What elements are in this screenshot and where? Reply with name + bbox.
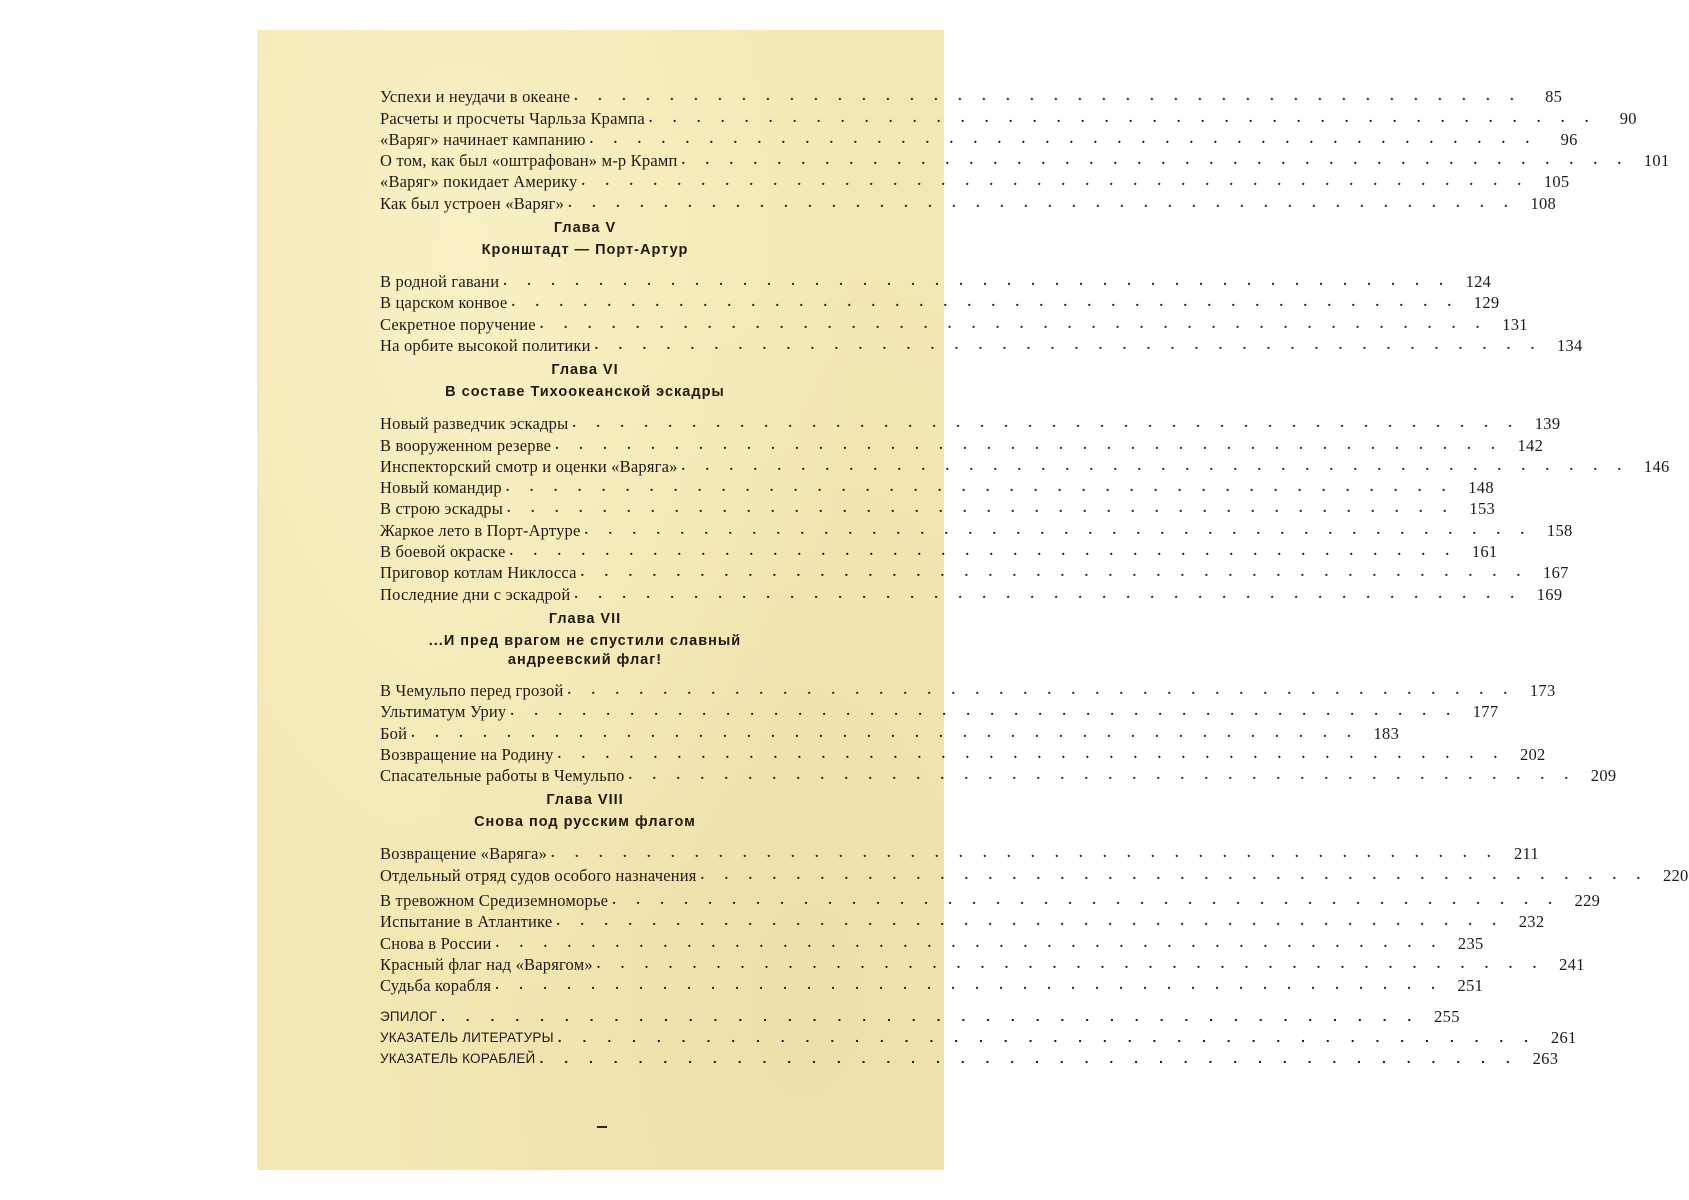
chapter-title bbox=[380, 632, 790, 670]
dot-leader: . . . . . . . . . . . . . . . . . . . . . . . . . . . . . . . . . . . . . . . . bbox=[510, 704, 1459, 720]
dot-leader: . . . . . . . . . . . . . . . . . . . . . . . . . . . . . . . . . . . . . . . . bbox=[596, 956, 1545, 972]
dot-leader: . . . . . . . . . . . . . . . . . . . . . . . . . . . . . . . . . . . . . . . . bbox=[700, 867, 1649, 883]
dot-leader: . . . . . . . . . . . . . . . . . . . . . . . . . . . . . . . . . . . . . . . . bbox=[574, 586, 1523, 602]
toc-entry bbox=[380, 128, 1578, 149]
toc-entry bbox=[380, 582, 1563, 604]
entry-page-number: 261 bbox=[1550, 1027, 1577, 1047]
dot-leader: . . . . . . . . . . . . . . . . . . . . . . . . . . . . . . . . . . . . . . . . bbox=[580, 565, 1529, 581]
dot-leader: . . . . . . . . . . . . . . . . . . . . . . . . . . . . . . . . . . . . . . . . bbox=[594, 337, 1543, 353]
entry-page-number: 235 bbox=[1457, 933, 1484, 953]
entry-page-number: 220 bbox=[1662, 865, 1689, 885]
entry-page-number: 241 bbox=[1559, 954, 1585, 974]
dot-leader: . . . . . . . . . . . . . . . . . . . . . . . . . . . . . . . . . . . . . . . . bbox=[440, 1007, 1420, 1024]
entry-page-number: 108 bbox=[1530, 193, 1557, 213]
dot-leader: . . . . . . . . . . . . . . . . . . . . . . . . . . . . . . . . . . . . . . . . bbox=[648, 110, 1597, 126]
entry-page-number: 96 bbox=[1560, 129, 1578, 149]
dot-leader: . . . . . . . . . . . . . . . . . . . . . . . . . . . . . . . . . . . . . . . . bbox=[589, 131, 1538, 147]
entry-title: В строю эскадры bbox=[380, 499, 504, 519]
toc-entry bbox=[380, 270, 1492, 292]
print-mark bbox=[597, 1126, 607, 1128]
entry-title: «Варяг» покидает Америку bbox=[380, 172, 578, 192]
toc-entry bbox=[380, 931, 1484, 953]
entry-title: Инспекторский смотр и оценки «Варяга» bbox=[380, 456, 678, 476]
entry-page-number: 167 bbox=[1543, 563, 1569, 583]
back-matter bbox=[380, 1004, 1577, 1069]
entry-title: Испытание в Атлантике bbox=[380, 912, 553, 932]
toc-entry bbox=[380, 764, 1617, 786]
entry-title: Жаркое лето в Порт-Артуре bbox=[380, 520, 581, 540]
entry-title: Снова в России bbox=[380, 933, 492, 953]
entry-page-number: 105 bbox=[1543, 172, 1570, 192]
entry-title: Секретное поручение bbox=[380, 314, 536, 334]
chapter-label: Глава VII bbox=[548, 610, 622, 627]
dot-leader: . . . . . . . . . . . . . . . . . . . . . . . . . . . . . . . . . . . . . . . . bbox=[511, 295, 1460, 311]
entry-page-number: 251 bbox=[1457, 976, 1484, 996]
entry-title: Успехи и неудачи в океане bbox=[380, 87, 571, 107]
entry-page-number: 134 bbox=[1556, 335, 1583, 355]
entry-page-number: 146 bbox=[1643, 456, 1670, 476]
chapter-title-line-2: андреевский флаг! bbox=[507, 651, 663, 668]
entry-page-number: 202 bbox=[1519, 744, 1546, 764]
toc-entry bbox=[380, 561, 1569, 583]
entry-title: Новый командир bbox=[380, 478, 502, 498]
entry-page-number: 129 bbox=[1473, 293, 1500, 313]
entry-title: В родной гавани bbox=[380, 272, 500, 292]
entry-title: Новый разведчик эскадры bbox=[380, 414, 569, 434]
dot-leader: . . . . . . . . . . . . . . . . . . . . . . . . . . . . . . . . . . . . . . . . bbox=[584, 522, 1533, 538]
entry-title: В Чемульпо перед грозой bbox=[380, 680, 564, 700]
entry-page-number: 153 bbox=[1469, 499, 1496, 519]
toc-entry bbox=[380, 953, 1585, 974]
toc-entry bbox=[380, 679, 1556, 700]
toc-entry bbox=[380, 334, 1583, 355]
entry-title: Спасательные работы в Чемульпо bbox=[380, 766, 625, 786]
dot-leader: . . . . . . . . . . . . . . . . . . . . . . . . . . . . . . . . . . . . . . . . bbox=[539, 316, 1488, 332]
toc-entry bbox=[380, 518, 1573, 540]
entry-title: Судьба корабля bbox=[380, 976, 492, 996]
entry-page-number: 173 bbox=[1529, 680, 1556, 700]
section-iv-tail bbox=[380, 85, 1670, 213]
toc-entry bbox=[380, 149, 1670, 171]
entry-page-number: 211 bbox=[1514, 844, 1540, 864]
dot-leader: . . . . . . . . . . . . . . . . . . . . . . . . . . . . . . . . . . . . . . . . bbox=[681, 458, 1630, 474]
entry-page-number: 142 bbox=[1517, 435, 1544, 455]
chapter-label: Глава VIII bbox=[546, 792, 624, 809]
chapter-title: В составе Тихоокеанской эскадры bbox=[445, 383, 725, 400]
dot-leader: . . . . . . . . . . . . . . . . . . . . . . . . . . . . . . . . . . . . . . . . bbox=[567, 682, 1516, 698]
toc-entry bbox=[380, 312, 1528, 334]
entry-title: В вооруженном резерве bbox=[380, 435, 552, 455]
dot-leader: . . . . . . . . . . . . . . . . . . . . . . . . . . . . . . . . . . . . . . . . bbox=[581, 174, 1530, 190]
toc-entry bbox=[380, 497, 1496, 519]
entry-page-number: 148 bbox=[1468, 478, 1494, 498]
dot-leader: . . . . . . . . . . . . . . . . . . . . . . . . . . . . . . . . . . . . . . . . bbox=[612, 893, 1561, 909]
chapter-label: Глава V bbox=[553, 219, 617, 236]
toc-entry bbox=[380, 1047, 1559, 1069]
dot-leader: . . . . . . . . . . . . . . . . . . . . . . . . . . . . . . . . . . . . . . . . bbox=[572, 416, 1521, 432]
entry-page-number: 177 bbox=[1472, 702, 1499, 722]
toc-entry bbox=[380, 412, 1561, 434]
entry-title: О том, как был «оштрафован» м-р Крамп bbox=[380, 151, 678, 171]
dot-leader: . . . . . . . . . . . . . . . . . . . . . . . . . . . . . . . . . . . . . . . . bbox=[495, 978, 1444, 994]
entry-page-number: 169 bbox=[1536, 584, 1563, 604]
entry-page-number: 158 bbox=[1546, 520, 1573, 540]
entry-title: На орбите высокой политики bbox=[380, 335, 591, 355]
toc-entry bbox=[380, 540, 1498, 562]
book-page bbox=[257, 30, 1689, 1170]
entry-title: Как был устроен «Варяг» bbox=[380, 193, 565, 213]
entry-title: Отдельный отряд судов особого назначения bbox=[380, 865, 697, 885]
dot-leader: . . . . . . . . . . . . . . . . . . . . . . . . . . . . . . . . . . . . . . . . bbox=[555, 437, 1504, 453]
entry-page-number: 209 bbox=[1590, 766, 1617, 786]
entry-title: Возвращение «Варяга» bbox=[380, 844, 548, 864]
dot-leader: . . . . . . . . . . . . . . . . . . . . . . . . . . . . . . . . . . . . . . . . bbox=[568, 195, 1517, 211]
entry-page-number: 232 bbox=[1518, 912, 1545, 932]
dot-leader: . . . . . . . . . . . . . . . . . . . . . . . . . . . . . . . . . . . . . . . . bbox=[574, 89, 1523, 105]
toc-entry bbox=[380, 1026, 1577, 1047]
toc-entry bbox=[380, 291, 1500, 313]
entry-title: «Варяг» начинает кампанию bbox=[380, 129, 586, 149]
entry-page-number: 255 bbox=[1434, 1006, 1460, 1026]
entry-page-number: 90 bbox=[1619, 108, 1637, 128]
chapter-vii bbox=[380, 610, 1617, 786]
dot-leader: . . . . . . . . . . . . . . . . . . . . . . . . . . . . . . . . . . . . . . . . bbox=[509, 544, 1458, 560]
toc-entry bbox=[380, 106, 1637, 128]
chapter-title-line-1: ...И пред врагом не спустили славный bbox=[428, 632, 742, 649]
entry-page-number: 263 bbox=[1532, 1049, 1559, 1069]
dot-leader: . . . . . . . . . . . . . . . . . . . . . . . . . . . . . . . . . . . . . . . . bbox=[681, 153, 1630, 169]
entry-title: В боевой окраске bbox=[380, 542, 506, 562]
toc-entry bbox=[380, 191, 1557, 213]
toc-entry bbox=[380, 455, 1670, 476]
entry-title: Приговор котлам Никлосса bbox=[380, 563, 577, 583]
dot-leader: . . . . . . . . . . . . . . . . . . . . . . . . . . . . . . . . . . . . . . . . bbox=[557, 1028, 1537, 1045]
entry-title: Ультиматум Уриу bbox=[380, 702, 507, 722]
entry-page-number: 85 bbox=[1545, 87, 1563, 107]
chapter-vi bbox=[380, 361, 1670, 604]
dot-leader: . . . . . . . . . . . . . . . . . . . . . . . . . . . . . . . . . . . . . . . . bbox=[495, 935, 1444, 951]
entry-title: Бой bbox=[380, 723, 408, 743]
entry-page-number: 161 bbox=[1471, 542, 1498, 562]
entry-title: Последние дни с эскадрой bbox=[380, 584, 571, 604]
entry-title: В царском конвое bbox=[380, 293, 508, 313]
entry-title: В тревожном Средиземноморье bbox=[380, 891, 609, 911]
toc-entry bbox=[380, 433, 1544, 455]
entry-title: Возвращение на Родину bbox=[380, 744, 554, 764]
toc-entry bbox=[380, 170, 1570, 192]
dot-leader: . . . . . . . . . . . . . . . . . . . . . . . . . . . . . . . . . . . . . . . . bbox=[503, 274, 1452, 290]
toc-entry bbox=[380, 910, 1545, 932]
entry-page-number: 229 bbox=[1574, 891, 1601, 911]
chapter-title: Кронштадт — Порт-Артур bbox=[481, 241, 689, 258]
toc-entry bbox=[380, 889, 1601, 911]
dot-leader: . . . . . . . . . . . . . . . . . . . . . . . . . . . . . . . . . . . . . . . . bbox=[539, 1050, 1519, 1067]
chapter-title: Снова под русским флагом bbox=[474, 814, 696, 831]
dot-leader: . . . . . . . . . . . . . . . . . . . . . . . . . . . . . . . . . . . . . . . . bbox=[551, 846, 1500, 862]
entry-title: ЭПИЛОГ bbox=[380, 1008, 437, 1024]
dot-leader: . . . . . . . . . . . . . . . . . . . . . . . . . . . . . . . . . . . . . . . . bbox=[628, 768, 1577, 784]
chapter-viii bbox=[380, 791, 1689, 996]
entry-title: УКАЗАТЕЛЬ ЛИТЕРАТУРЫ bbox=[380, 1029, 554, 1045]
entry-page-number: 124 bbox=[1465, 272, 1492, 292]
toc-entry bbox=[380, 85, 1563, 107]
entry-title: УКАЗАТЕЛЬ КОРАБЛЕЙ bbox=[380, 1051, 536, 1067]
entry-title: Красный флаг над «Варягом» bbox=[380, 954, 593, 974]
dot-leader: . . . . . . . . . . . . . . . . . . . . . . . . . . . . . . . . . . . . . . . . bbox=[507, 501, 1456, 517]
chapter-label: Глава VI bbox=[551, 361, 619, 378]
entry-page-number: 101 bbox=[1643, 151, 1670, 171]
toc-entry bbox=[380, 721, 1400, 743]
toc-entry bbox=[380, 863, 1689, 885]
toc-entry bbox=[380, 1004, 1460, 1026]
entry-page-number: 139 bbox=[1534, 414, 1561, 434]
table-of-contents bbox=[380, 85, 1689, 1069]
spacer bbox=[380, 995, 815, 1004]
chapter-v bbox=[380, 219, 1583, 355]
entry-title: Расчеты и просчеты Чарльза Крампа bbox=[380, 108, 645, 128]
dot-leader: . . . . . . . . . . . . . . . . . . . . . . . . . . . . . . . . . . . . . . . . bbox=[505, 480, 1454, 496]
entry-page-number: 183 bbox=[1373, 723, 1400, 743]
toc-entry bbox=[380, 842, 1540, 864]
toc-entry bbox=[380, 974, 1484, 996]
toc-entry bbox=[380, 743, 1546, 764]
toc-entry bbox=[380, 700, 1499, 722]
dot-leader: . . . . . . . . . . . . . . . . . . . . . . . . . . . . . . . . . . . . . . . . bbox=[556, 914, 1505, 930]
entry-page-number: 131 bbox=[1502, 314, 1528, 334]
dot-leader: . . . . . . . . . . . . . . . . . . . . . . . . . . . . . . . . . . . . . . . . bbox=[411, 725, 1360, 741]
toc-entry bbox=[380, 476, 1494, 498]
dot-leader: . . . . . . . . . . . . . . . . . . . . . . . . . . . . . . . . . . . . . . . . bbox=[557, 746, 1506, 762]
